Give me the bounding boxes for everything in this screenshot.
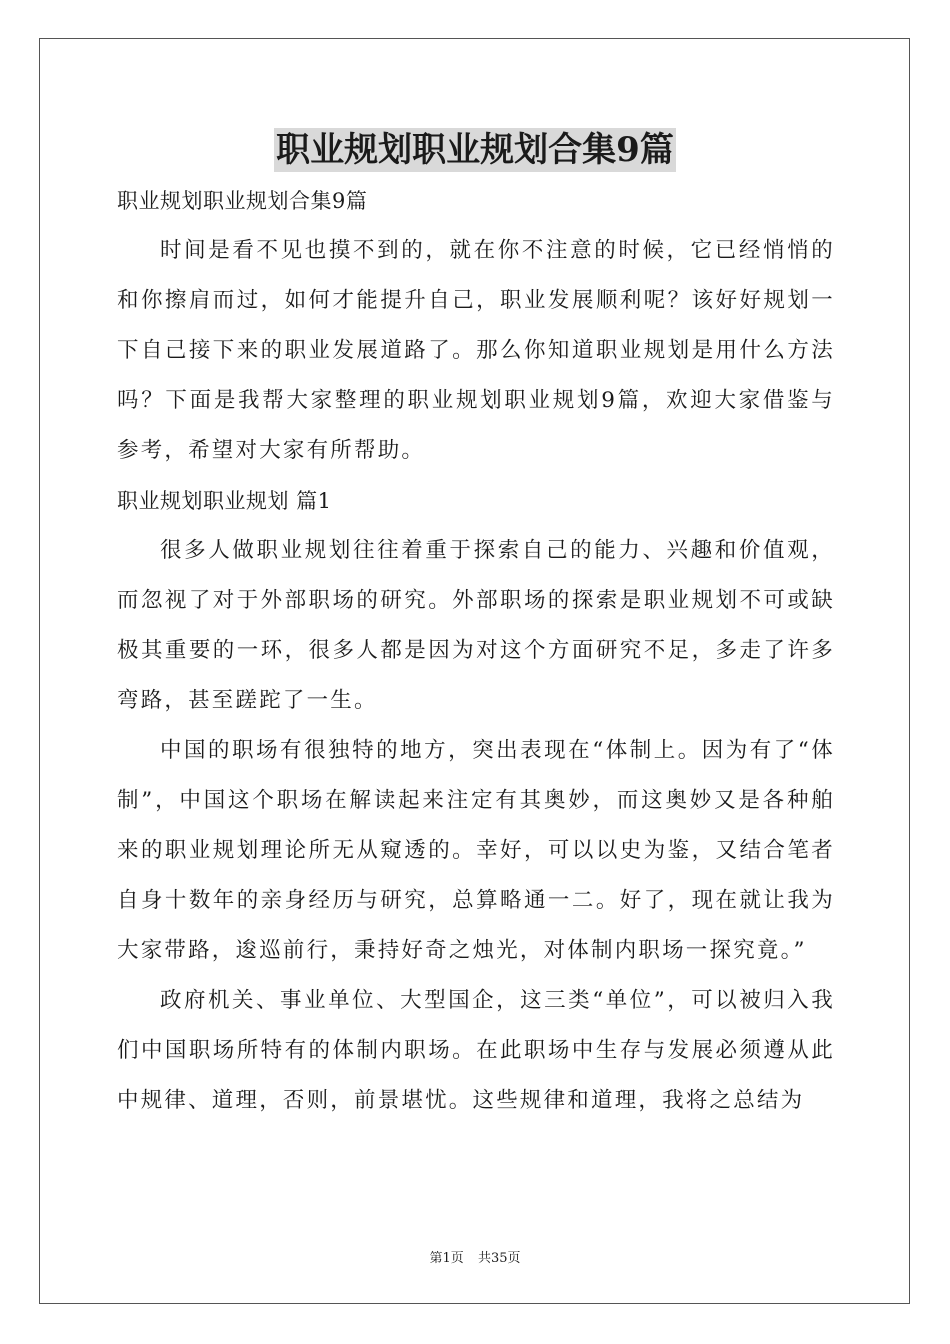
- document-subtitle: 职业规划职业规划合集9篇: [117, 189, 368, 213]
- body-paragraph: 很多人做职业规划往往着重于探索自己的能力、兴趣和价值观，而忽视了对于外部职场的研究。外部职场的探索是职业规划不可或缺极其重要的一环，很多人都是因为对这个方面研究不足，多走了许多弯路，甚至蹉跎了一生。: [117, 538, 835, 713]
- title-wrap: [0, 128, 950, 172]
- section-heading: 职业规划职业规划 篇1: [117, 489, 332, 513]
- page-total: 共35页: [477, 1251, 521, 1266]
- body-paragraph: 政府机关、事业单位、大型国企，这三类“单位”，可以被归入我们中国职场所特有的体制内职场。在此职场中生存与发展必须遵从此中规律、道理，否则，前景堪忧。这些规律和道理，我将之总结为: [117, 988, 835, 1113]
- intro-paragraph: 时间是看不见也摸不到的，就在你不注意的时候，它已经悄悄的和你擦肩而过，如何才能提升自己，职业发展顺利呢？该好好规划一下自己接下来的职业发展道路了。那么你知道职业规划是用什么方法吗？下面是我帮大家整理的职业规划职业规划9篇，欢迎大家借鉴与参考，希望对大家有所帮助。: [117, 238, 835, 463]
- body-paragraph: 中国的职场有很独特的地方，突出表现在“体制上。因为有了“体制”，中国这个职场在解读起来注定有其奥妙，而这奥妙又是各种舶来的职业规划理论所无从窥透的。幸好，可以以史为鉴，又结合笔者自身十数年的亲身经历与研究，总算略通一二。好了，现在就让我为大家带路，逡巡前行，秉持好奇之烛光，对体制内职场一探究竟。”: [117, 738, 835, 963]
- document-title: 职业规划职业规划合集9篇: [276, 130, 674, 170]
- page-number: 第1页: [429, 1251, 464, 1266]
- page-footer: [0, 1247, 950, 1266]
- document-body: [117, 176, 835, 1126]
